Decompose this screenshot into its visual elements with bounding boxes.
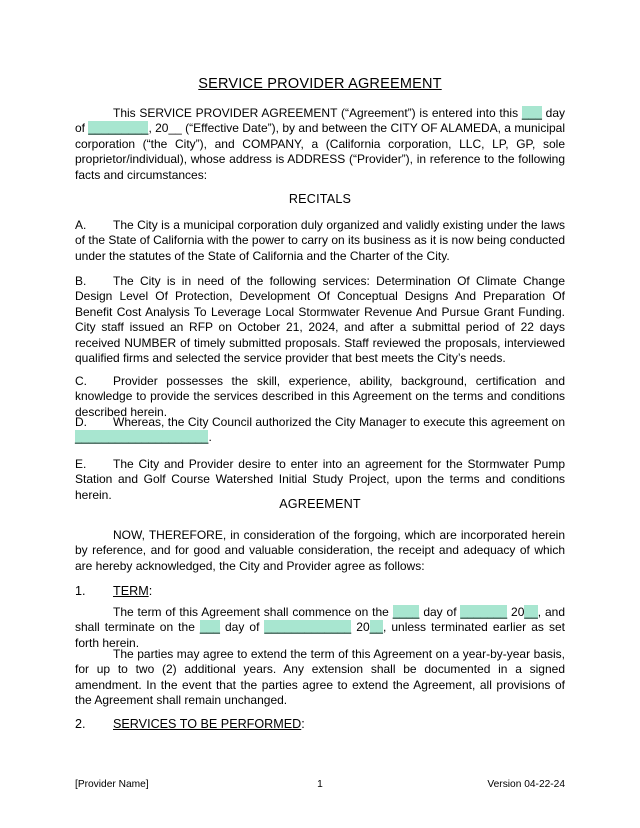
section-1-title: TERM — [113, 584, 149, 598]
section-2-number: 2. — [75, 717, 86, 731]
term-text-2: day of — [423, 605, 457, 619]
intro-month-blank: _________ — [88, 121, 149, 136]
recital-a-label: A. — [75, 218, 87, 232]
recital-c-label: C. — [75, 374, 87, 388]
document-title: SERVICE PROVIDER AGREEMENT — [198, 76, 442, 92]
term-paragraph-1 — [75, 605, 565, 651]
term-text-6: 20 — [356, 620, 370, 635]
now-therefore-text: NOW, THEREFORE, in consideration of the forgoing, which are incorporated herein by reference, and for good and valuable consideration, the receipt and adequacy of which are hereby acknowledged, the City and Provider agree as follows: — [75, 528, 565, 573]
term-paragraph-2 — [75, 647, 565, 709]
footer-version: Version 04-22-24 — [487, 779, 565, 790]
now-therefore-paragraph — [75, 528, 565, 574]
recital-e-label: E. — [75, 457, 87, 471]
term-text-3: 20 — [511, 605, 525, 619]
term-start-year-blank: __ — [524, 605, 538, 619]
term-start-day-blank: ____ — [392, 605, 420, 619]
intro-text-1: This SERVICE PROVIDER AGREEMENT (“Agreement”) is entered into this — [113, 106, 519, 120]
agreement-heading: AGREEMENT — [279, 497, 361, 511]
footer-page-number: 1 — [317, 779, 323, 790]
term-text-5: day of — [225, 620, 260, 635]
term-start-month-blank: _______ — [460, 605, 508, 619]
footer-provider-name: [Provider Name] — [75, 779, 149, 790]
term-text-7: , unless terminated earlier as set forth herein. — [75, 620, 565, 650]
term-extension-text: The parties may agree to extend the term of this Agreement on a year-by-year basis, for up to two (2) additional years. Any extension shall be documented in a signed amendment. In the event that the parties agree to extend the Agreement, all provisions of the Agreement shall remain unchanged. — [75, 647, 565, 708]
term-end-year-blank: __ — [369, 620, 383, 635]
recital-b-text: The City is in need of the following services: Determination Of Climate Change Design Level Of Protection, Development Of Conceptual Designs And Preparation Of Benefit Cost Analysis To Leverage Local Stormwater Revenue And Pursue Grant Funding. City staff issued an RFP on October 21, 2024, and after a submittal period of 22 days received NUMBER of timely submitted proposals. Staff reviewed the proposals, interviewed qualified firms and selected the service provider that best meets the City’s needs. — [75, 274, 565, 366]
recital-b-label: B. — [75, 274, 87, 288]
intro-paragraph — [75, 106, 565, 183]
recitals-heading: RECITALS — [288, 192, 352, 206]
section-1-heading — [75, 584, 152, 598]
recital-a — [75, 218, 565, 264]
intro-day-word: day — [545, 106, 565, 120]
section-1-number: 1. — [75, 584, 86, 598]
term-end-month-blank: _____________ — [264, 620, 352, 635]
section-1-colon: : — [148, 584, 153, 598]
recital-d — [75, 415, 565, 446]
recital-e-text: The City and Provider desire to enter into an agreement for the Stormwater Pump Station and Golf Course Watershed Initial Study Project, upon the terms and conditions herein. — [75, 457, 565, 502]
term-end-day-blank: ___ — [199, 620, 220, 635]
term-text-4: , and shall terminate on the — [75, 605, 565, 635]
recital-d-label: D. — [75, 415, 87, 429]
section-2-heading — [75, 717, 305, 731]
intro-day-blank: ___ — [521, 106, 542, 120]
recital-b — [75, 274, 565, 366]
recital-d-text: Whereas, the City Council authorized the City Manager to execute this agreement on — [113, 415, 565, 429]
intro-text-2: , 20__ (“Effective Date”), by and between the CITY OF ALAMEDA, a municipal corporation (“the City”), and COMPANY, a (California corporation, LLC, LP, GP, sole proprietor/individual), whose address is ADDRESS (“Provider”), in reference to the following facts and circumstances: — [75, 121, 566, 182]
recital-d-date-blank: ____________________ — [75, 430, 209, 445]
recital-d-period: . — [208, 430, 212, 445]
recital-c — [75, 374, 565, 420]
section-2-colon: : — [301, 717, 305, 731]
recital-a-text: The City is a municipal corporation duly organized and validly existing under the laws of the State of California with the power to carry on its business as it is now being conducted under the statutes of the State of California and the Charter of the City. — [75, 218, 565, 263]
recital-c-text: Provider possesses the skill, experience, ability, background, certification and knowledge to provide the services described in this Agreement on the terms and conditions described herein. — [75, 374, 565, 419]
term-text-1: The term of this Agreement shall commence on the — [113, 605, 389, 619]
intro-of: of — [75, 121, 86, 136]
section-2-title: SERVICES TO BE PERFORMED — [113, 717, 302, 731]
